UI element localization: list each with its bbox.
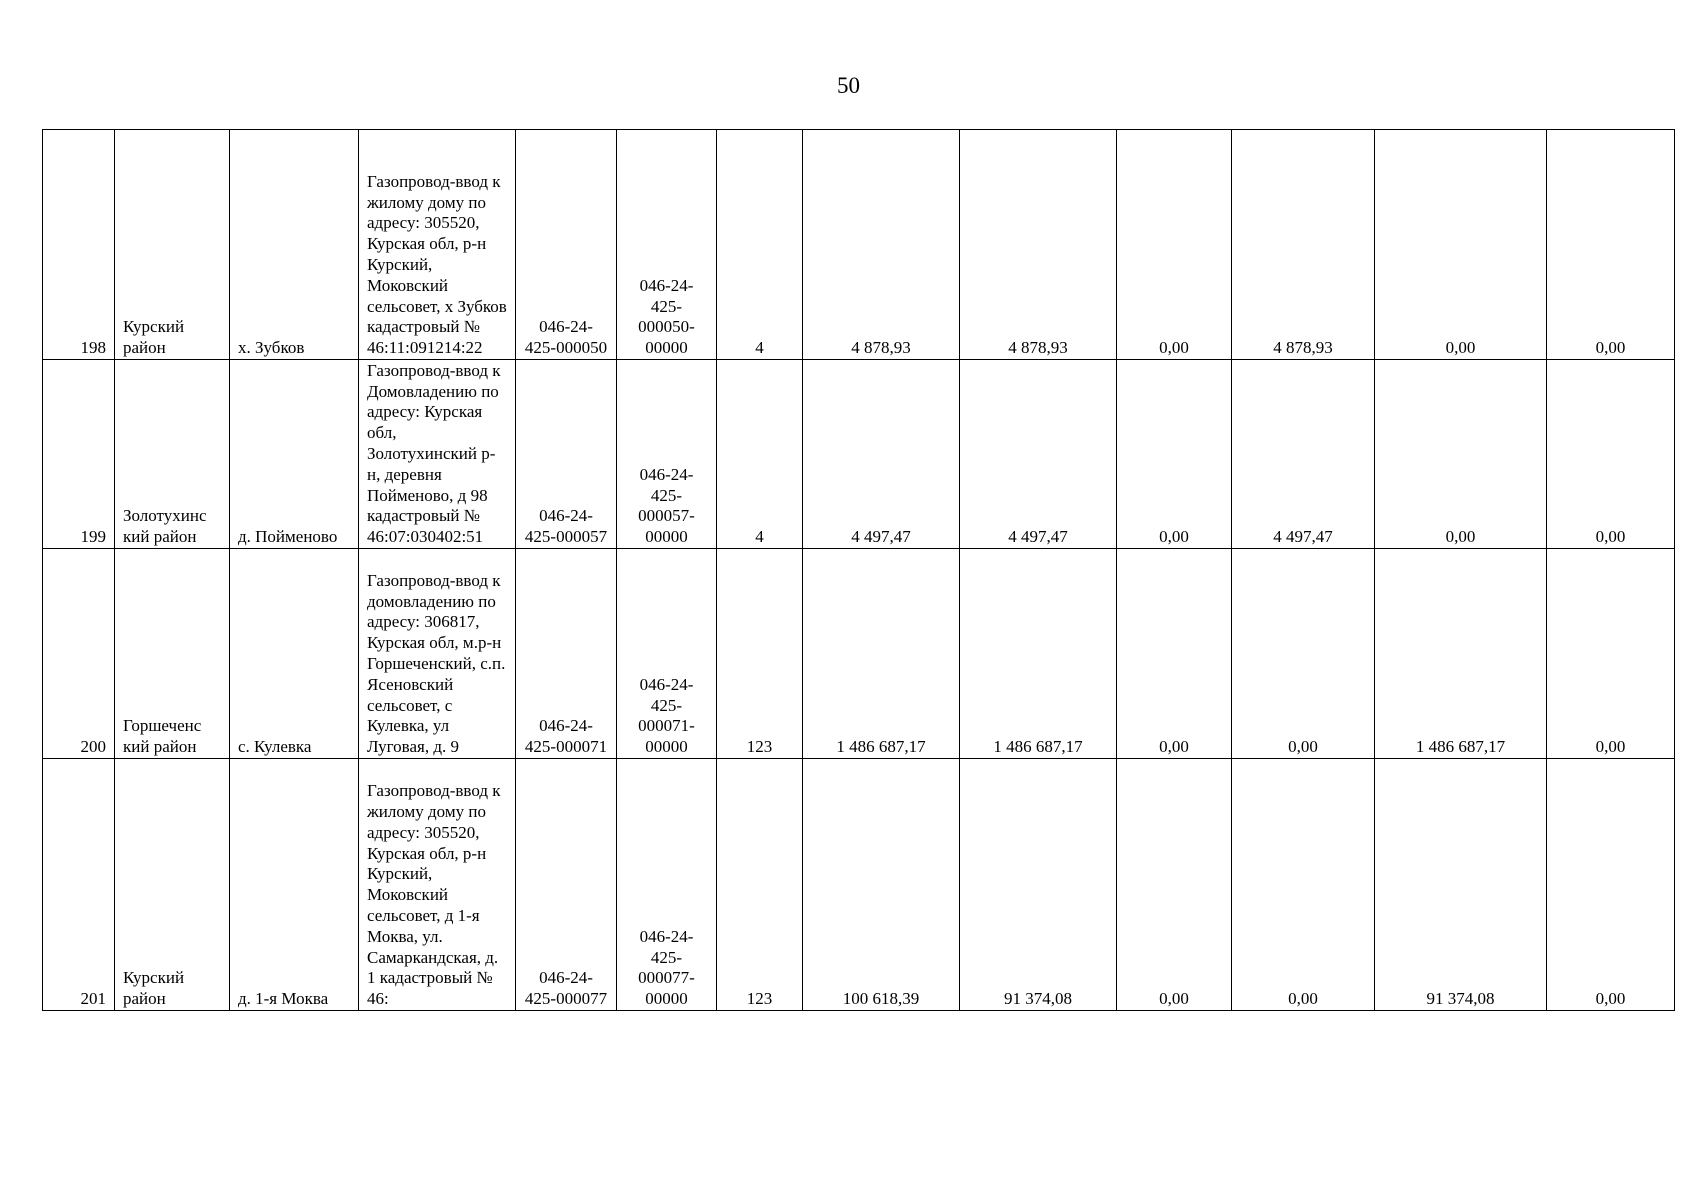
value-cell: 0,00	[1232, 549, 1375, 759]
page-number: 50	[837, 73, 860, 98]
value-cell: 1 486 687,17	[803, 549, 960, 759]
row-index: 198	[43, 130, 115, 360]
quantity-cell: 123	[717, 759, 803, 1011]
value-cell: 4 497,47	[803, 360, 960, 549]
settlement-cell: д. Пойменово	[230, 360, 359, 549]
object-description: Газопровод-ввод к домовладению по адресу: 306817, Курская обл, м.р-н Горшеченский, с.п. Ясеновский сельсовет, с Кулевка, ул Луговая, д. 9	[359, 549, 516, 759]
table-row	[43, 759, 1675, 1011]
value-cell: 4 878,93	[960, 130, 1117, 360]
row-index: 199	[43, 360, 115, 549]
district-cell: Горшеченс кий район	[115, 549, 230, 759]
value-cell: 0,00	[1547, 130, 1675, 360]
quantity-cell: 4	[717, 130, 803, 360]
value-cell: 91 374,08	[960, 759, 1117, 1011]
object-description: Газопровод-ввод к жилому дому по адресу: 305520, Курская обл, р-н Курский, Моковский сельсовет, д 1-я Моква, ул. Самаркандская, д. 1 кадастровый № 46:	[359, 759, 516, 1011]
object-code: 046-24-425-000071	[516, 549, 617, 759]
object-code: 046-24-425-000057	[516, 360, 617, 549]
value-cell: 0,00	[1547, 549, 1675, 759]
district-cell: Курский район	[115, 130, 230, 360]
quantity-cell: 123	[717, 549, 803, 759]
object-code: 046-24-425-000050	[516, 130, 617, 360]
district-cell: Курский район	[115, 759, 230, 1011]
value-cell: 4 497,47	[960, 360, 1117, 549]
object-description: Газопровод-ввод к жилому дому по адресу: 305520, Курская обл, р-н Курский, Моковский сельсовет, х Зубков кадастровый № 46:11:091214:22	[359, 130, 516, 360]
object-description: Газопровод-ввод к Домовладению по адресу: Курская обл, Золотухинский р-н, деревня Пойменово, д 98 кадастровый № 46:07:030402:51	[359, 360, 516, 549]
table-row	[43, 549, 1675, 759]
value-cell: 0,00	[1117, 360, 1232, 549]
settlement-cell: с. Кулевка	[230, 549, 359, 759]
value-cell: 0,00	[1117, 759, 1232, 1011]
value-cell: 0,00	[1375, 360, 1547, 549]
settlement-cell: д. 1-я Моква	[230, 759, 359, 1011]
value-cell: 4 878,93	[1232, 130, 1375, 360]
value-cell: 0,00	[1547, 360, 1675, 549]
object-full-code: 046-24-425-000071-00000	[617, 549, 717, 759]
value-cell: 0,00	[1375, 130, 1547, 360]
object-full-code: 046-24-425-000077-00000	[617, 759, 717, 1011]
object-code: 046-24-425-000077	[516, 759, 617, 1011]
quantity-cell: 4	[717, 360, 803, 549]
settlement-cell: х. Зубков	[230, 130, 359, 360]
value-cell: 0,00	[1547, 759, 1675, 1011]
value-cell: 1 486 687,17	[1375, 549, 1547, 759]
value-cell: 4 878,93	[803, 130, 960, 360]
value-cell: 4 497,47	[1232, 360, 1375, 549]
table-row	[43, 130, 1675, 360]
value-cell: 0,00	[1117, 549, 1232, 759]
object-full-code: 046-24-425-000050-00000	[617, 130, 717, 360]
row-index: 201	[43, 759, 115, 1011]
district-cell: Золотухинс кий район	[115, 360, 230, 549]
row-index: 200	[43, 549, 115, 759]
object-full-code: 046-24-425-000057-00000	[617, 360, 717, 549]
table-row	[43, 360, 1675, 549]
value-cell: 0,00	[1117, 130, 1232, 360]
value-cell: 91 374,08	[1375, 759, 1547, 1011]
value-cell: 0,00	[1232, 759, 1375, 1011]
registry-table	[42, 129, 1675, 1011]
value-cell: 100 618,39	[803, 759, 960, 1011]
value-cell: 1 486 687,17	[960, 549, 1117, 759]
